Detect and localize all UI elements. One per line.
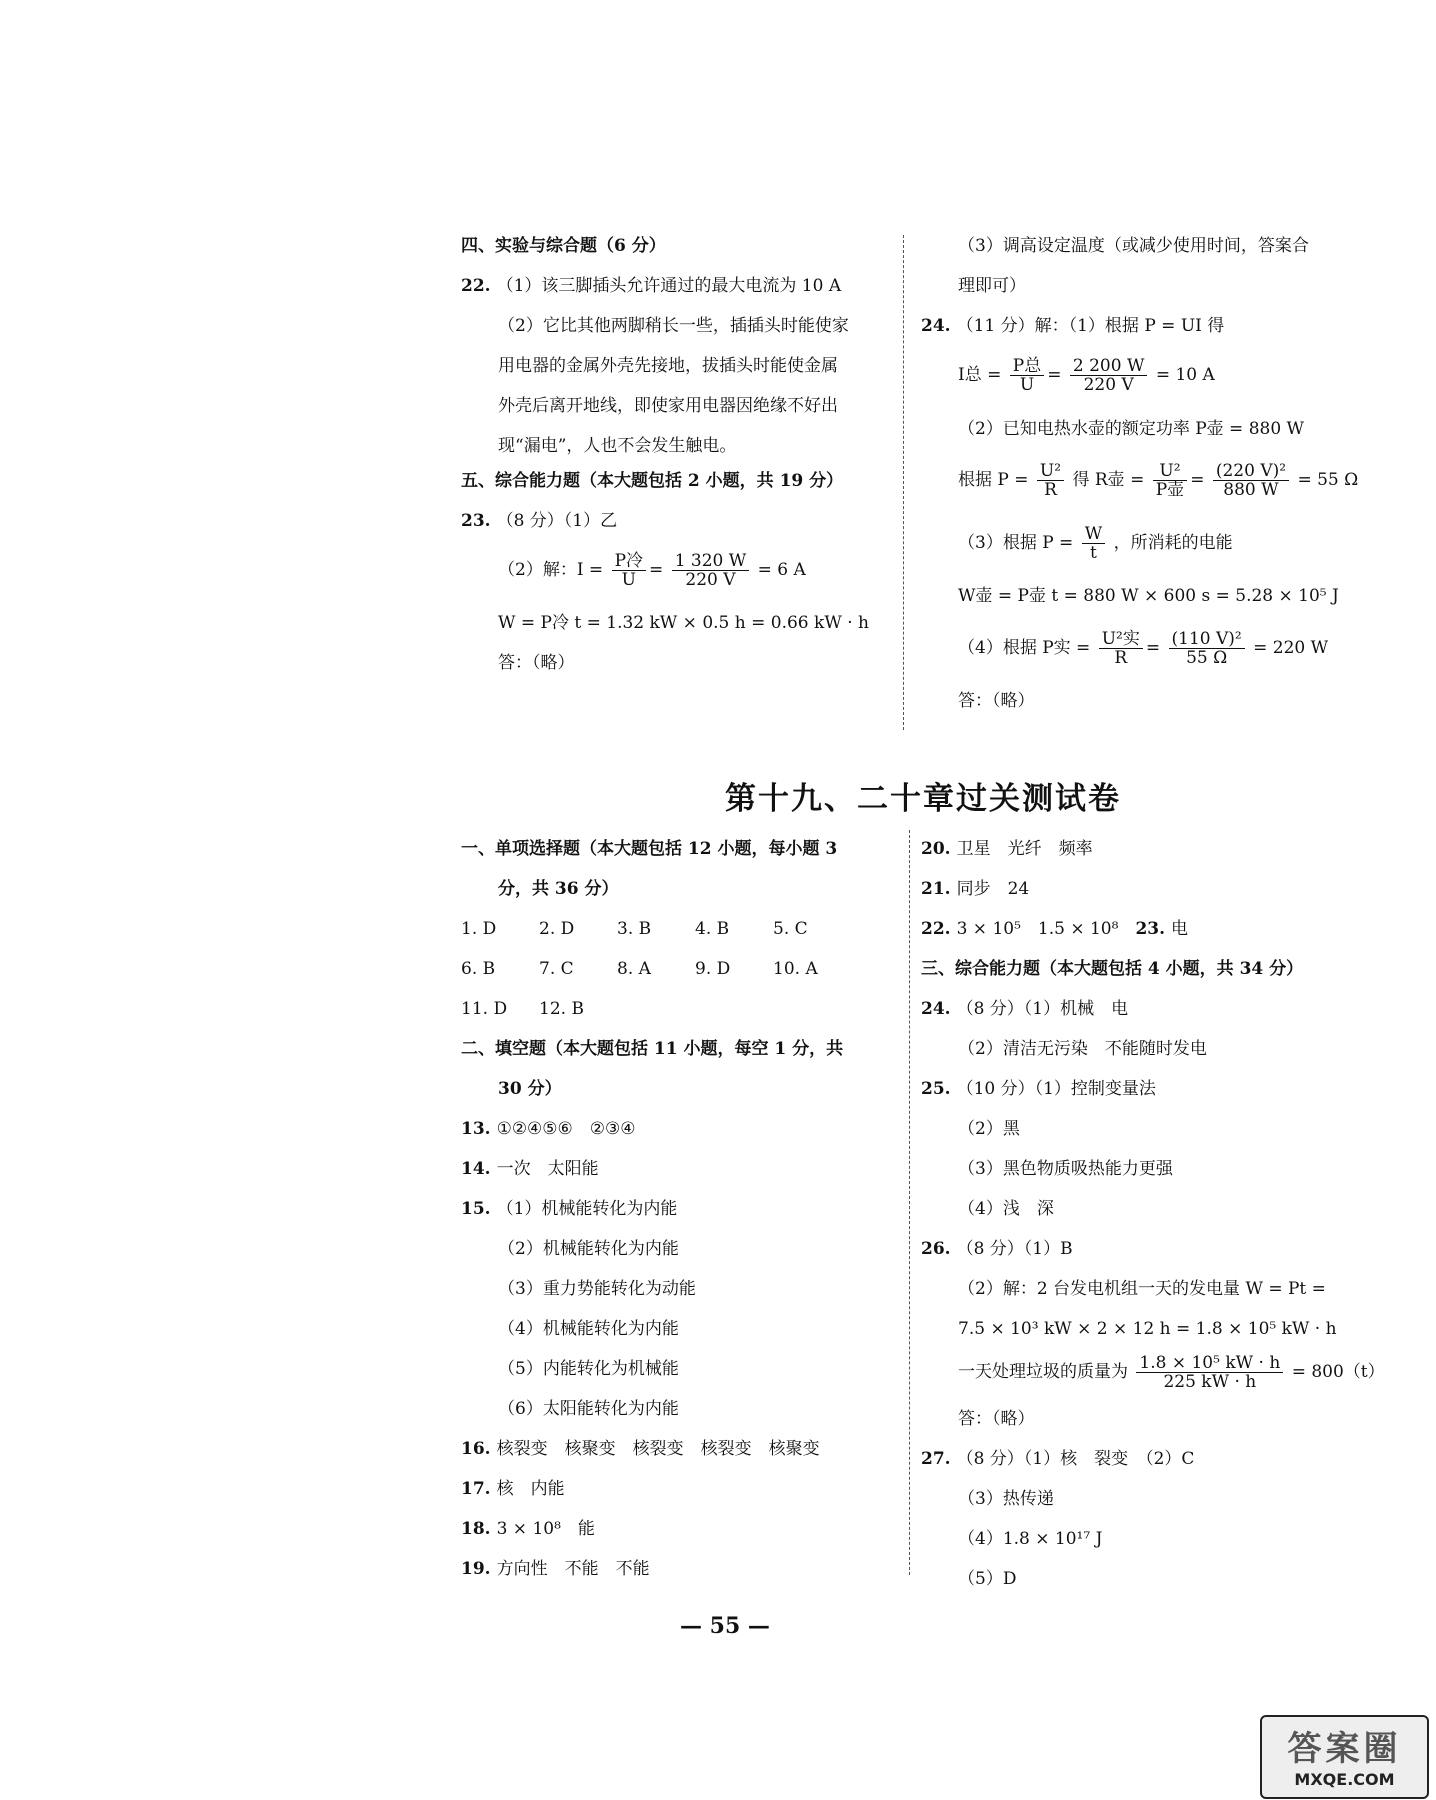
answer-text: （3）热传递 (958, 1489, 1054, 1509)
formula-line: I总 = $\frac{\text{P总}}{U}$ = $\frac{2 200 W}{220 V}$ = 10 A (958, 356, 1215, 395)
question-number: 21. (921, 879, 951, 899)
choice-answer: 8. A (617, 959, 651, 979)
answer-line: 现“漏电”，人也不会发生触电。 (498, 436, 737, 456)
answer-text: ①②④⑤⑥ ②③④ (496, 1119, 636, 1139)
choice-answer: 1. D (461, 919, 497, 939)
formula-text: = 6 A (757, 560, 806, 580)
answer-text: 方向性 不能 不能 (496, 1559, 650, 1579)
answer-text: （2）黑 (958, 1119, 1020, 1139)
column-divider (909, 830, 910, 1575)
question-number: 16. (461, 1439, 491, 1459)
answer-text: 卫星 光纤 频率 (956, 839, 1093, 859)
question-number: 25. (921, 1079, 951, 1099)
answer-text: （8 分）（1）核 裂变 （2）C (956, 1449, 1195, 1469)
page-number: — 55 — (680, 1613, 770, 1639)
answer-line: 用电器的金属外壳先接地，拔插头时能使金属 (498, 356, 838, 376)
question-13 (461, 1118, 636, 1140)
fraction: $\frac{\text{P总}}{U}$ (1010, 357, 1044, 394)
question-26 (921, 1238, 1073, 1260)
formula-line (958, 523, 1233, 563)
formula-text: 一天处理垃圾的质量为 (958, 1362, 1128, 1382)
question-number: 19. (461, 1559, 491, 1579)
choice-answer: 3. B (617, 919, 652, 939)
fraction: $\frac{2 200 W}{220 V}$ (1070, 357, 1148, 394)
answer-text: 答：（略） (958, 1409, 1035, 1429)
question-17 (461, 1478, 565, 1500)
question-24 (921, 315, 1224, 337)
question-number: 27. (921, 1449, 951, 1469)
section-heading-4: 四、实验与综合题（6 分） (461, 236, 666, 256)
column-divider (903, 235, 904, 730)
answer-line: 答：（略） (958, 691, 1035, 711)
fraction: $\frac{\text{(220 V)²}}{880 W}$ (1213, 462, 1289, 499)
answer-row-2 (461, 958, 851, 980)
question-22 (461, 275, 841, 297)
answer-text: 同步 24 (956, 879, 1030, 899)
answer-text: （2）机械能转化为内能 (498, 1239, 679, 1259)
answer-text: 一次 太阳能 (496, 1159, 599, 1179)
answer-line: 理即可） (958, 276, 1026, 296)
choice-answer: 4. B (695, 919, 730, 939)
fraction: $\frac{\text{(110 V)²}}{55 \Omega}$ (1169, 630, 1245, 667)
answer-text: 3 × 10⁵ 1.5 × 10⁸ (956, 919, 1119, 939)
formula-text: ，所消耗的电能 (1113, 533, 1233, 553)
choice-answer: 2. D (539, 919, 575, 939)
answer-text: （6）太阳能转化为内能 (498, 1399, 679, 1419)
question-16 (461, 1438, 820, 1460)
answer-text: （8 分）（1）机械 电 (956, 999, 1129, 1019)
section-heading-1: 一、单项选择题（本大题包括 12 小题，每小题 3 (461, 839, 838, 859)
answer-row-3 (461, 998, 617, 1020)
formula-text: = 10 A (1155, 365, 1215, 385)
question-number: 18. (461, 1519, 491, 1539)
answer-line: （3）调高设定温度（或减少使用时间，答案合 (958, 236, 1309, 256)
answer-line: 外壳后离开地线，即使家用电器因绝缘不好出 (498, 396, 838, 416)
question-number: 23. (461, 511, 491, 531)
question-number: 15. (461, 1199, 491, 1219)
formula-line: （2）解：I = $\frac{\text{P冷}}{U}$ = $\frac{1 320 W}{220 V}$ = 6 A (498, 551, 806, 590)
choice-answer: 12. B (539, 999, 584, 1019)
page-title: 第十九、二十章过关测试卷 (725, 781, 1121, 817)
answer-line: W壶 = P壶 t = 880 W × 600 s = 5.28 × 10⁵ J (958, 586, 1339, 606)
formula-line: 根据 P = $\frac{\text{U²}}{R}$ 得 R壶 = $\frac{\text{U²}}{\text{P壶}}$ = $\frac{\text{(220 V)²}}{880 W}$ = 55 Ω (958, 461, 1359, 500)
answer-text: （10 分）（1）控制变量法 (956, 1079, 1156, 1099)
section-heading-2: 二、填空题（本大题包括 11 小题，每空 1 分，共 (461, 1039, 844, 1059)
answer-text: 3 × 10⁸ 能 (496, 1519, 595, 1539)
answer-line: （2）它比其他两脚稍长一些，插插头时能使家 (498, 316, 849, 336)
question-27 (921, 1448, 1194, 1470)
formula-line (958, 1352, 1385, 1392)
answer-line: （1）该三脚插头允许通过的最大电流为 10 A (496, 276, 842, 296)
fraction: $\frac{\text{1.8 × 10⁵ kW · h}}{225 kW \cdot h}$ (1136, 1354, 1283, 1391)
question-number: 20. (921, 839, 951, 859)
formula-text: = 800（t） (1291, 1362, 1385, 1382)
answer-line: （2）已知电热水壶的额定功率 P壶 = 880 W (958, 419, 1305, 439)
answer-text: （2）解：2 台发电机组一天的发电量 W = Pt = (958, 1279, 1326, 1299)
answer-text: （3）黑色物质吸热能力更强 (958, 1159, 1173, 1179)
question-number: 23. (1135, 919, 1166, 939)
question-20 (921, 838, 1093, 860)
formula-text: （4）根据 P实 = (958, 638, 1091, 658)
answer-line: 答：（略） (498, 653, 575, 673)
answer-text: （1）机械能转化为内能 (496, 1199, 678, 1219)
question-number: 14. (461, 1159, 491, 1179)
choice-answer: 11. D (461, 999, 508, 1019)
watermark-url: MXQE.COM (1294, 1770, 1395, 1789)
answer-text: （3）重力势能转化为动能 (498, 1279, 696, 1299)
question-18 (461, 1518, 595, 1540)
choice-answer: 7. C (539, 959, 574, 979)
fraction: $\frac{W}{t}$ (1082, 525, 1105, 562)
question-14 (461, 1158, 599, 1180)
answer-text: （4）浅 深 (958, 1199, 1054, 1219)
answer-text: 电 (1171, 919, 1189, 939)
question-23 (461, 510, 617, 532)
fraction: $\frac{\text{U²}}{R}$ (1037, 462, 1064, 499)
answer-text: （4）1.8 × 10¹⁷ J (958, 1529, 1103, 1549)
question-21 (921, 878, 1029, 900)
answer-text: （5）D (958, 1569, 1017, 1589)
answer-line: W = P冷 t = 1.32 kW × 0.5 h = 0.66 kW · h (498, 613, 869, 633)
question-number: 24. (921, 316, 951, 336)
choice-answer: 5. C (773, 919, 808, 939)
fraction: $\frac{\text{P冷}}{U}$ (612, 552, 646, 589)
section-heading-1-cont: 分，共 36 分） (498, 879, 619, 899)
answer-text: 核 内能 (496, 1479, 565, 1499)
fraction: $\frac{1 320 W}{220 V}$ (672, 552, 750, 589)
question-24 (921, 998, 1128, 1020)
formula-line: （4）根据 P实 = $\frac{\text{U²实}}{R}$ = $\frac{\text{(110 V)²}}{55 \Omega}$ = 220 W (958, 629, 1329, 668)
formula-text: （2）解：I = (498, 560, 604, 580)
question-22-23 (921, 918, 1188, 940)
question-19 (461, 1558, 650, 1580)
formula-text: 得 R壶 = (1072, 470, 1145, 490)
question-number: 17. (461, 1479, 491, 1499)
question-number: 22. (921, 919, 951, 939)
watermark-logo (1260, 1715, 1429, 1799)
fraction: $\frac{\text{U²实}}{R}$ (1099, 630, 1143, 667)
question-number: 24. (921, 999, 951, 1019)
answer-text: 7.5 × 10³ kW × 2 × 12 h = 1.8 × 10⁵ kW · h (958, 1319, 1337, 1339)
choice-answer: 6. B (461, 959, 496, 979)
choice-answer: 10. A (773, 959, 818, 979)
formula-text: = 55 Ω (1297, 470, 1359, 490)
question-number: 13. (461, 1119, 491, 1139)
question-25 (921, 1078, 1156, 1100)
section-heading-2-cont: 30 分） (498, 1079, 562, 1099)
answer-text: （8 分）（1）B (956, 1239, 1073, 1259)
formula-text: = 220 W (1253, 638, 1329, 658)
watermark-text: 答案圈 (1287, 1729, 1402, 1769)
answer-line: （8 分）（1）乙 (496, 511, 618, 531)
section-heading-3: 三、综合能力题（本大题包括 4 小题，共 34 分） (921, 959, 1304, 979)
question-15 (461, 1198, 677, 1220)
formula-text: （3）根据 P = (958, 533, 1074, 553)
answer-text: （2）清洁无污染 不能随时发电 (958, 1039, 1207, 1059)
answer-text: （4）机械能转化为内能 (498, 1319, 679, 1339)
answer-line: （11 分）解：（1）根据 P = UI 得 (956, 316, 1225, 336)
answer-text: 核裂变 核聚变 核裂变 核裂变 核聚变 (496, 1439, 820, 1459)
answer-row-1 (461, 918, 851, 940)
question-number: 22. (461, 276, 491, 296)
fraction: $\frac{\text{U²}}{\text{P壶}}$ (1153, 462, 1187, 499)
choice-answer: 9. D (695, 959, 731, 979)
question-number: 26. (921, 1239, 951, 1259)
formula-text: 根据 P = (958, 470, 1029, 490)
formula-text: I总 = (958, 365, 1002, 385)
section-heading-5: 五、综合能力题（本大题包括 2 小题，共 19 分） (461, 471, 844, 491)
answer-text: （5）内能转化为机械能 (498, 1359, 679, 1379)
